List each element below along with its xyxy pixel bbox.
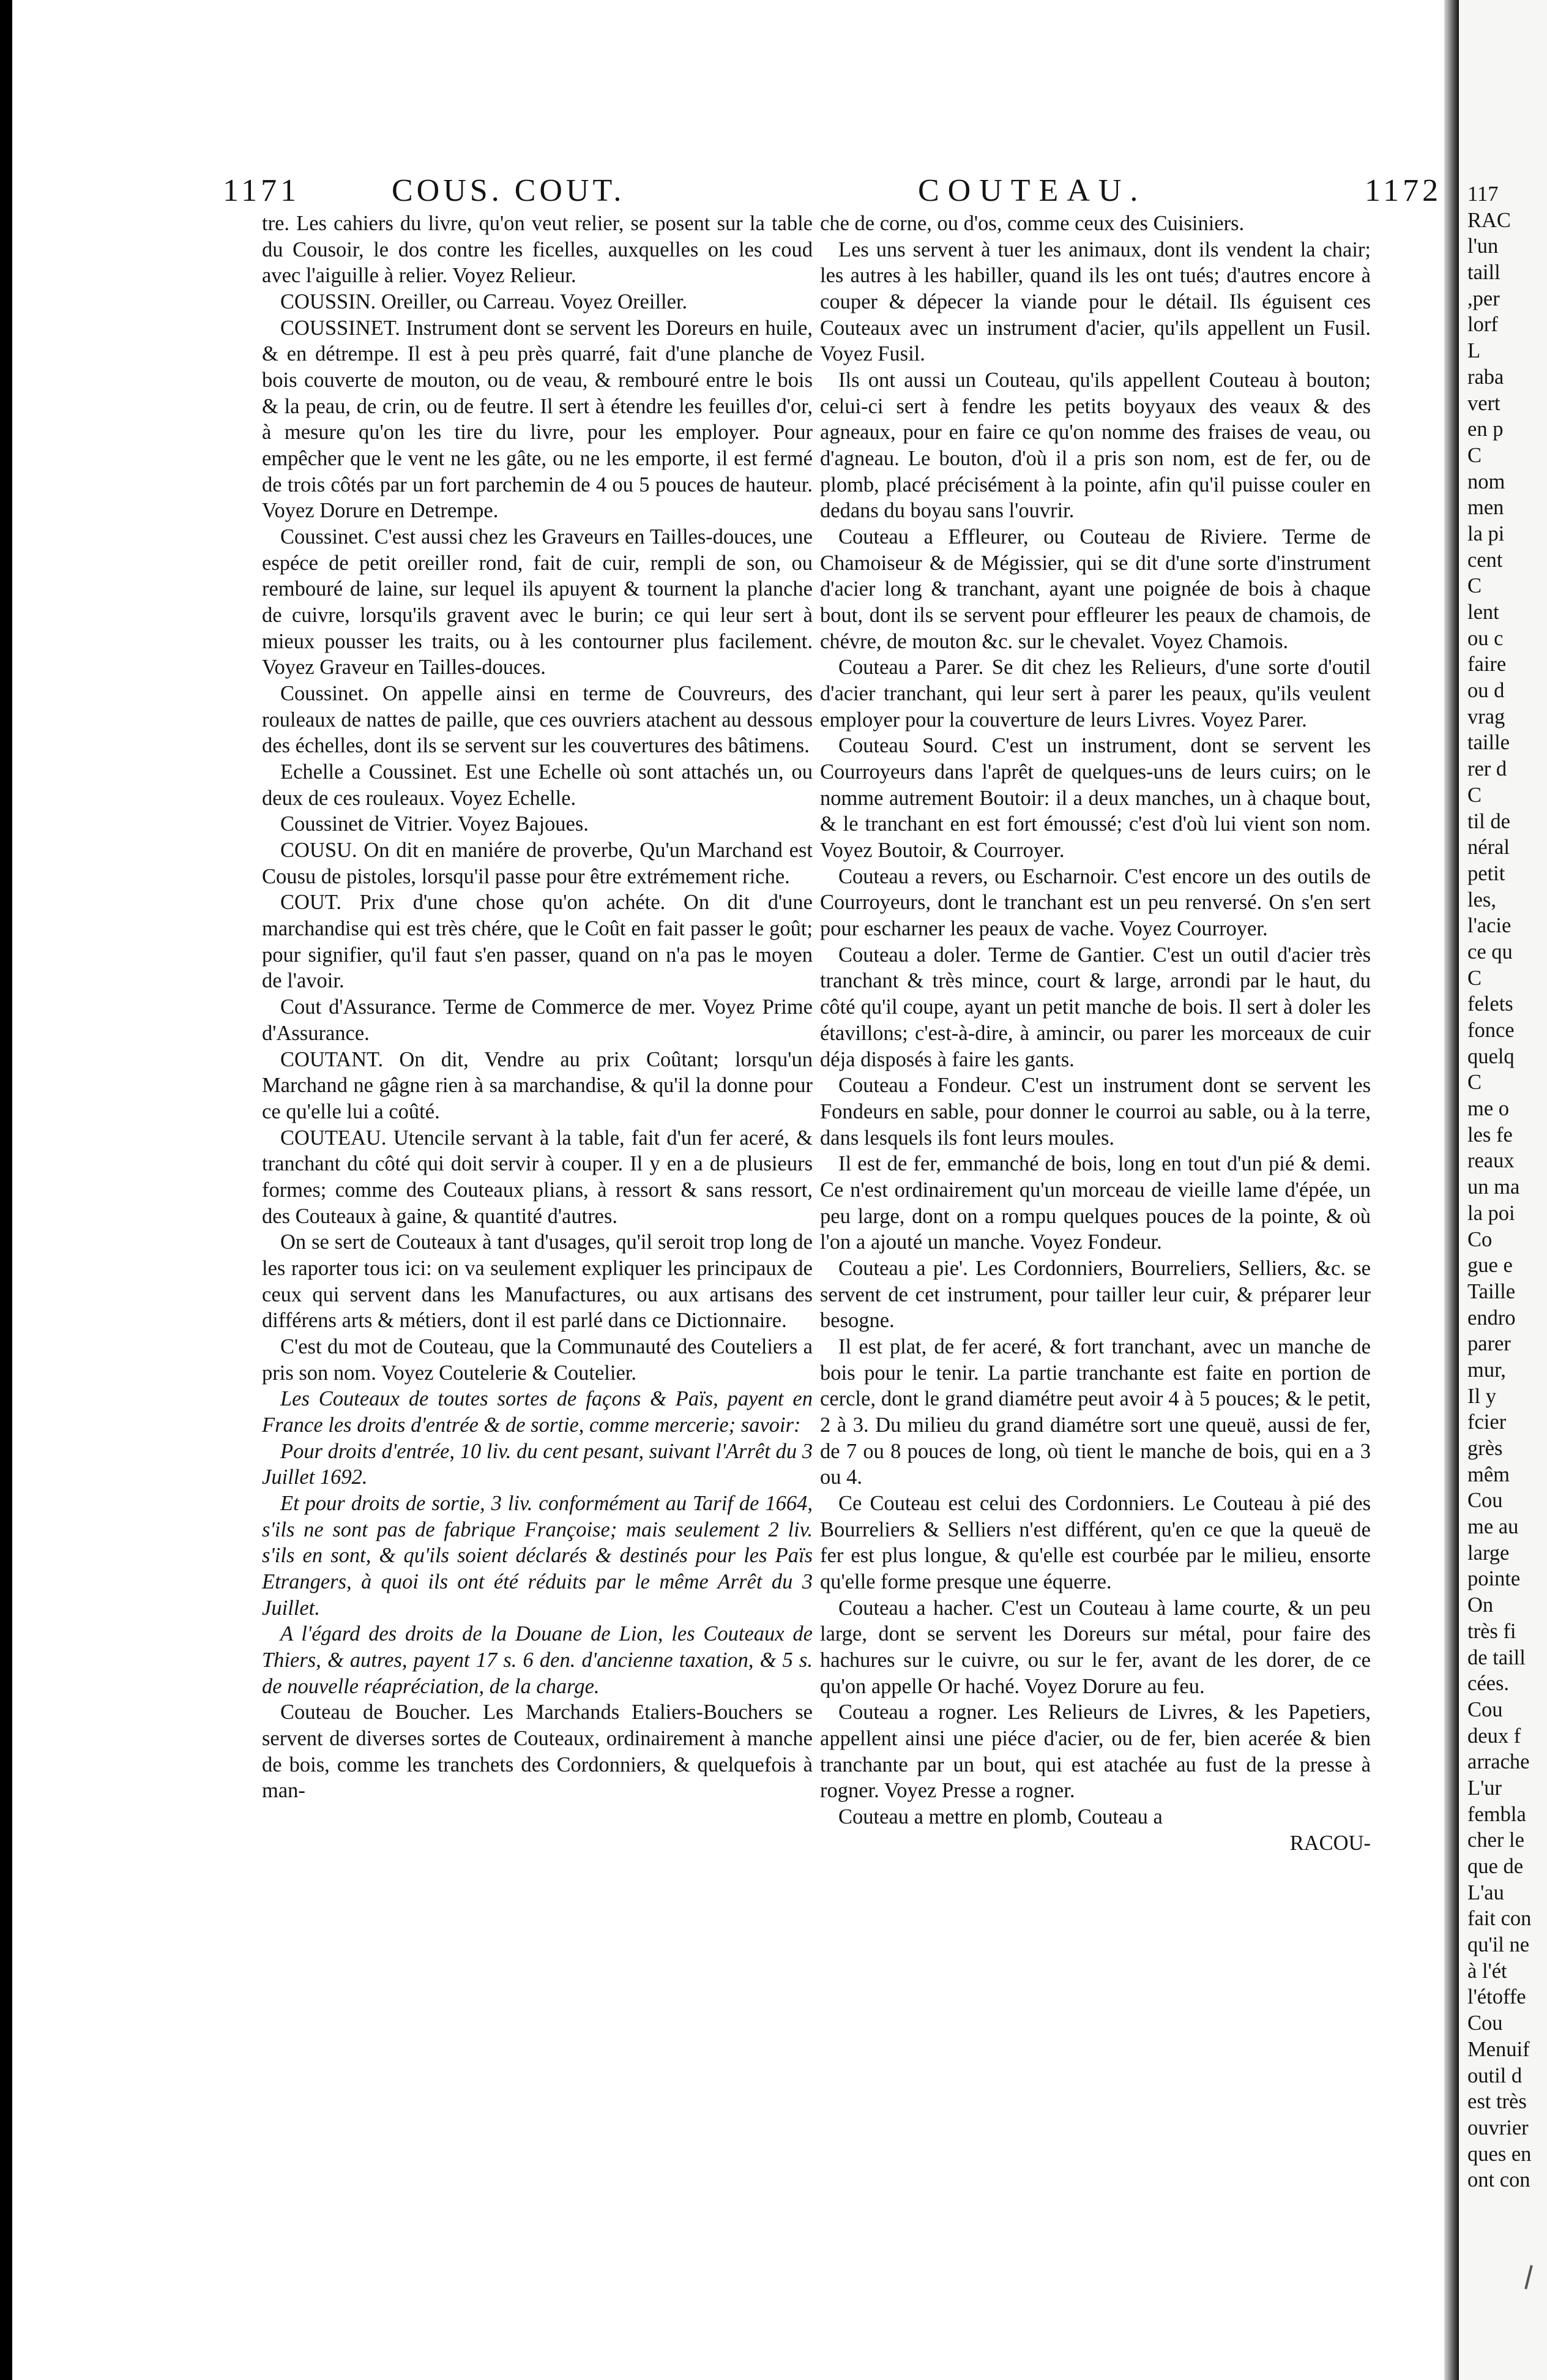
adjacent-page-line: C xyxy=(1467,443,1482,467)
adjacent-page-line: On xyxy=(1467,1593,1494,1617)
adjacent-page-line: ouvrier xyxy=(1467,2116,1529,2139)
entry-paragraph: Les Couteaux de toutes sortes de façons & Païs, payent en France les droits d'entrée & de sortie, comme mercerie; savoir: xyxy=(262,1387,813,1437)
entry-paragraph: Couteau a Parer. Se dit chez les Relieurs, d'une sorte d'outil d'acier tranchant, qui leur sert à parer les peaux, qu'ils veulent employer pour la couverture de leurs Livres. Voyez Parer. xyxy=(820,656,1371,732)
adjacent-page-line: est très xyxy=(1467,2090,1527,2114)
entry-paragraph: Et pour droits de sortie, 3 liv. conformément au Tarif de 1664, s'ils ne sont pas de fabrique Françoise; mais seulement 2 liv. s'ils en sont, & qu'ils soient déclarés & destinés pour les Païs Etrangers, à quoi ils ont été réduits par le même Arrêt du 3 Juillet. xyxy=(262,1491,813,1620)
entry-paragraph: Il est de fer, emmanché de bois, long en tout d'un pié & demi. Ce n'est ordinairement qu'un morceau de vieille lame d'épée, un peu large, dont on a rompu quelques pouces de la pointe, & où l'on a ajouté un manche. Voyez Fondeur. xyxy=(820,1152,1371,1254)
adjacent-page-line: L xyxy=(1467,339,1481,363)
entry-paragraph: C'est du mot de Couteau, que la Communauté des Couteliers a pris son nom. Voyez Coutelerie & Coutelier. xyxy=(262,1334,813,1385)
adjacent-page-line: la poi xyxy=(1467,1201,1515,1225)
dictionary-page xyxy=(12,0,1456,2380)
entry-paragraph: Couteau a Effleurer, ou Couteau de Riviere. Terme de Chamoiseur & de Mégissier, qui se dit d'une sorte d'instrument d'acier long & tranchant, ayant une poignée de bois à chaque bout, dont ils se servent pour effleurer les peaux de chamois, de chévre, de mouton &c. sur le chevalet. Voyez Chamois. xyxy=(820,525,1371,653)
entry-paragraph: tre. Les cahiers du livre, qu'on veut relier, se posent sur la table du Cousoir, le dos contre les ficelles, auxquelles on les coud avec l'aiguille à relier. Voyez Relieur. xyxy=(262,212,813,288)
adjacent-page-line: L'ur xyxy=(1467,1776,1502,1800)
entry-paragraph: Coussinet de Vitrier. Voyez Bajoues. xyxy=(280,812,589,836)
adjacent-page-line: de taill xyxy=(1467,1645,1526,1669)
entry-paragraph: Cout d'Assurance. Terme de Commerce de mer. Voyez Prime d'Assurance. xyxy=(262,995,813,1045)
entry-paragraph: Couteau a mettre en plomb, Couteau a xyxy=(838,1805,1163,1828)
adjacent-page-line: qu'il ne xyxy=(1467,1933,1530,1957)
adjacent-page-line: C xyxy=(1467,966,1482,990)
left-page-number: 1171 xyxy=(223,173,300,208)
adjacent-page-line: gue e xyxy=(1467,1254,1513,1278)
adjacent-page-line: C xyxy=(1467,574,1482,598)
adjacent-page-line: til de xyxy=(1467,809,1510,833)
adjacent-page-line: mêm xyxy=(1467,1462,1510,1486)
adjacent-page-line: fait con xyxy=(1467,1907,1532,1931)
adjacent-page-line: C xyxy=(1467,1071,1482,1095)
adjacent-page-line: fonce xyxy=(1467,1019,1515,1042)
entry-paragraph: Ce Couteau est celui des Cordonniers. Le Couteau à pié des Bourreliers & Selliers n'est différent, qu'en ce que la queuë de fer est plus longue, & qu'elle est courbée par le milieu, ensorte qu'elle forme presque une équerre. xyxy=(820,1491,1371,1593)
entry-paragraph: Couteau Sourd. C'est un instrument, dont se servent les Courroyeurs dans l'aprêt de quelques-uns de leurs cuirs; on le nomme autrement Boutoir: il a deux manches, un à chaque bout, & le tranchant en est fort émoussé; c'est d'où lui vient son nom. Voyez Boutoir, & Courroyer. xyxy=(820,734,1371,863)
adjacent-page-line: ques en xyxy=(1467,2142,1532,2166)
adjacent-page-line: felets xyxy=(1467,992,1513,1016)
adjacent-page-line: 117 xyxy=(1467,182,1499,206)
adjacent-page-line: L'au xyxy=(1467,1880,1504,1904)
entry-paragraph: Couteau a hacher. C'est un Couteau à lame courte, & un peu large, dont se servent les Doreurs sur métal, pour faire des hachures sur le cuivre, ou sur le fer, avant de les dorer, de ce qu'on appelle Or haché. Voyez Dorure au feu. xyxy=(820,1596,1371,1698)
entry-paragraph: Coussinet. On appelle ainsi en terme de Couvreurs, des rouleaux de nattes de paille, que ces ouvriers atachent au dessous des échelles, dont ils se servent sur les couvertures des bâtimens. xyxy=(262,682,813,758)
adjacent-page-line: me au xyxy=(1467,1515,1519,1539)
adjacent-page-line: à l'ét xyxy=(1467,1959,1507,1983)
right-text-column xyxy=(820,211,1371,1856)
adjacent-page-line: taill xyxy=(1467,261,1500,285)
entry-paragraph: COUSU. On dit en maniére de proverbe, Qu'un Marchand est Cousu de pistoles, lorsqu'il passe pour être extrémement riche. xyxy=(262,839,813,888)
adjacent-page-line: l'étoffe xyxy=(1467,1985,1526,2009)
adjacent-page-line: lorf xyxy=(1467,313,1498,337)
adjacent-page-line: Il y xyxy=(1467,1384,1496,1408)
left-running-title: COUS. COUT. xyxy=(392,173,625,208)
adjacent-page-line: taille xyxy=(1467,731,1510,755)
adjacent-page-line: en p xyxy=(1467,417,1504,441)
adjacent-page-line: petit xyxy=(1467,861,1505,885)
entry-paragraph: COUTEAU. Utencile servant à la table, fait d'un fer aceré, & tranchant du côté qui doit servir à couper. Il y en a de plusieurs formes; comme des Couteaux plians, à ressort & sans ressort, des Couteaux à gaine, & quantité d'autres. xyxy=(262,1126,813,1228)
entry-paragraph: Couteau a rogner. Les Relieurs de Livres, & les Papetiers, appellent ainsi une piéce d'acier, ou de fer, bien acerée & bien tranchante par un bout, qui est atachée au fust de la presse à rogner. Voyez Presse a rogner. xyxy=(820,1701,1371,1803)
entry-paragraph: Couteau a doler. Terme de Gantier. C'est un outil d'acier très tranchant & très mince, court & large, arrondi par le haut, du côté qu'il coupe, ayant un petit manche de bois. Il sert à doler les étavillons; c'est-à-dire, à amincir, ou parer les morceaux de cuir déja disposés à faire les gants. xyxy=(820,943,1371,1071)
adjacent-page-line: la pi xyxy=(1467,522,1505,545)
adjacent-page-line: pointe xyxy=(1467,1567,1521,1591)
catchword: RACOU- xyxy=(1289,1831,1371,1855)
entry-paragraph: COUSSINET. Instrument dont se servent les Doreurs en huile, & en détrempe. Il est à peu près quarré, fait d'une planche de bois couverte de mouton, ou de veau, & rembouré entre le bois & la peau, de crin, ou de feutre. Il sert à étendre les feuilles d'or, à mesure qu'on les tire du livre, pour les employer. Pour empêcher que le vent ne les gâte, ou ne les emporte, il est fermé de trois côtés par un fort parchemin de 4 ou 5 pouces de hauteur. Voyez Dorure en Detrempe. xyxy=(262,316,813,523)
adjacent-page-line: ce qu xyxy=(1467,940,1513,964)
entry-paragraph: Coussinet. C'est aussi chez les Graveurs en Tailles-douces, une espéce de petit oreiller rond, fait de cuir, rempli de son, ou rembouré de laine, sur lequel ils apuyent & tournent la planche de cuivre, lorsqu'ils gravent avec le burin; ce qui leur sert à mieux pousser les traits, ou à les contourner plus facilement. Voyez Graveur en Tailles-douces. xyxy=(262,525,813,679)
entry-paragraph: COUSSIN. Oreiller, ou Carreau. Voyez Oreiller. xyxy=(280,290,688,314)
adjacent-page-line: ou c xyxy=(1467,626,1504,650)
adjacent-page-line: les fe xyxy=(1467,1123,1513,1147)
adjacent-page-line: vrag xyxy=(1467,705,1505,728)
adjacent-page-line: C xyxy=(1467,783,1482,807)
center-running-title: COUTEAU. xyxy=(918,173,1147,208)
adjacent-page-line: endro xyxy=(1467,1306,1516,1330)
right-page-number: 1172 xyxy=(1365,173,1442,208)
adjacent-page-line: ,per xyxy=(1467,286,1500,310)
adjacent-page-line: ont con xyxy=(1467,2168,1530,2192)
adjacent-page-line: très fi xyxy=(1467,1619,1516,1643)
adjacent-page-line: l'un xyxy=(1467,234,1499,258)
adjacent-page-line: Menuif xyxy=(1467,2037,1530,2061)
adjacent-page-line: faire xyxy=(1467,653,1507,676)
entry-paragraph: Pour droits d'entrée, 10 liv. du cent pesant, suivant l'Arrêt du 3 Juillet 1692. xyxy=(262,1439,813,1489)
entry-paragraph: COUT. Prix d'une chose qu'on achéte. On dit d'une marchandise qui est très chére, que le Coût en fait passer le goût; pour signifier, qu'il faut s'en passer, quand on n'a pas le moyen de l'avoir. xyxy=(262,891,813,993)
adjacent-page-line: fembla xyxy=(1467,1802,1526,1826)
adjacent-page-line: un ma xyxy=(1467,1175,1520,1199)
adjacent-page-line: deux f xyxy=(1467,1724,1521,1748)
entry-paragraph: Couteau de Boucher. Les Marchands Etaliers-Bouchers se servent de diverses sortes de Couteaux, ordinairement à manche de bois, comme les tranchets des Cordonniers, & quelquefois à man- xyxy=(262,1701,813,1803)
adjacent-page-line: Co xyxy=(1467,1227,1493,1251)
adjacent-page-line: cher le xyxy=(1467,1828,1524,1852)
adjacent-page-line: me o xyxy=(1467,1097,1510,1121)
adjacent-page-line: large xyxy=(1467,1541,1510,1565)
adjacent-page-line: vert xyxy=(1467,391,1500,415)
entry-paragraph: Les uns servent à tuer les animaux, dont ils vendent la chair; les autres à les habiller, quand ils les ont tués; d'autres encore à couper & dépecer la viande pour le détail. Ils éguisent ces Couteaux avec un instrument d'acier, qu'ils appellent un Fusil. Voyez Fusil. xyxy=(820,238,1371,366)
entry-paragraph: che de corne, ou d'os, comme ceux des Cuisiniers. xyxy=(820,212,1245,235)
adjacent-page-line: outil d xyxy=(1467,2064,1523,2087)
adjacent-page-line: Cou xyxy=(1467,1489,1503,1513)
adjacent-page-line: nom xyxy=(1467,470,1505,493)
entry-paragraph: Couteau a revers, ou Escharnoir. C'est encore un des outils de Courroyeurs, dont le tranchant est un peu renversé. On s'en sert pour escharner les peaux de vache. Voyez Courroyer. xyxy=(820,864,1371,941)
entry-paragraph: Echelle a Coussinet. Est une Echelle où sont attachés un, ou deux de ces rouleaux. Voyez Echelle. xyxy=(262,760,813,810)
adjacent-page-line: cées. xyxy=(1467,1672,1509,1696)
adjacent-page-line: quelq xyxy=(1467,1044,1515,1068)
entry-paragraph: Ils ont aussi un Couteau, qu'ils appellent Couteau à bouton; celui-ci sert à fendre les petits boyyaux des veaux & des agneaux, pour en faire ce qu'on nomme des fraises de veau, ou d'agneau. Le bouton, d'où il a pris son nom, est de fer, ou de plomb, placé précisément à la pointe, afin qu'il puisse couler en dedans du boyau sans l'ouvrir. xyxy=(820,369,1371,523)
adjacent-page-line: ou d xyxy=(1467,679,1505,703)
adjacent-page-line: cent xyxy=(1467,548,1503,572)
entry-paragraph: COUTANT. On dit, Vendre au prix Coûtant; lorsqu'un Marchand ne gâgne rien à sa marchandise, & qu'il la donne pour ce qu'elle lui a coûté. xyxy=(262,1047,813,1123)
adjacent-page-text xyxy=(1467,181,1547,2193)
adjacent-page-line: Cou xyxy=(1467,2011,1503,2035)
adjacent-page-line: raba xyxy=(1467,365,1504,389)
adjacent-page-fragment xyxy=(1459,0,1547,2380)
adjacent-page-line: grès xyxy=(1467,1437,1503,1460)
adjacent-page-line: Cou xyxy=(1467,1697,1503,1721)
entry-paragraph: Il est plat, de fer aceré, & fort tranchant, avec un manche de bois pour le tenir. La partie tranchante est faite en portion de cercle, dont le grand diamétre peut avoir 4 à 5 pouces; & le petit, 2 à 3. Du milieu du grand diamétre sort une queuë, aussi de fer, de 7 ou 8 pouces de long, où tient le manche de bois, qui en a 3 ou 4. xyxy=(820,1334,1371,1489)
entry-paragraph: A l'égard des droits de la Douane de Lion, les Couteaux de Thiers, & autres, payent 17 s. 6 den. d'ancienne taxation, & 5 s. de nouvelle réapréciation, de la charge. xyxy=(262,1622,813,1698)
adjacent-page-line: mur, xyxy=(1467,1358,1506,1382)
entry-paragraph: Couteau a pie'. Les Cordonniers, Bourreliers, Selliers, &c. se servent de cet instrument, pour tailler leur cuir, & préparer leur besogne. xyxy=(820,1256,1371,1333)
adjacent-page-line: Taille xyxy=(1467,1279,1516,1303)
adjacent-page-line: l'acie xyxy=(1467,914,1512,938)
left-text-column xyxy=(262,211,813,1804)
entry-paragraph: On se sert de Couteaux à tant d'usages, qu'il seroit trop long de les raporter tous ici: on va seulement expliquer les principaux de ceux qui servent dans les Manufactures, ou aux artisans des différens arts & métiers, dont il est parlé dans ce Dictionnaire. xyxy=(262,1230,813,1333)
adjacent-page-line: les, xyxy=(1467,888,1496,911)
adjacent-page-line: que de xyxy=(1467,1855,1524,1878)
page-gutter-shadow xyxy=(1444,0,1459,2380)
running-head xyxy=(12,173,1456,215)
adjacent-page-line: RAC xyxy=(1467,208,1511,232)
adjacent-page-line: parer xyxy=(1467,1332,1511,1356)
margin-mark xyxy=(1524,2265,1533,2289)
adjacent-page-line: néral xyxy=(1467,836,1510,859)
adjacent-page-line: arrache xyxy=(1467,1750,1530,1774)
adjacent-page-line: men xyxy=(1467,496,1504,520)
entry-paragraph: Couteau a Fondeur. C'est un instrument dont se servent les Fondeurs en sable, pour donner le courroi au sable, ou à la terre, dans lesquels ils font leurs moules. xyxy=(820,1074,1371,1150)
adjacent-page-line: fcier xyxy=(1467,1410,1507,1434)
adjacent-page-line: reaux xyxy=(1467,1149,1515,1173)
adjacent-page-line: rer d xyxy=(1467,757,1507,781)
adjacent-page-line: lent xyxy=(1467,601,1499,624)
